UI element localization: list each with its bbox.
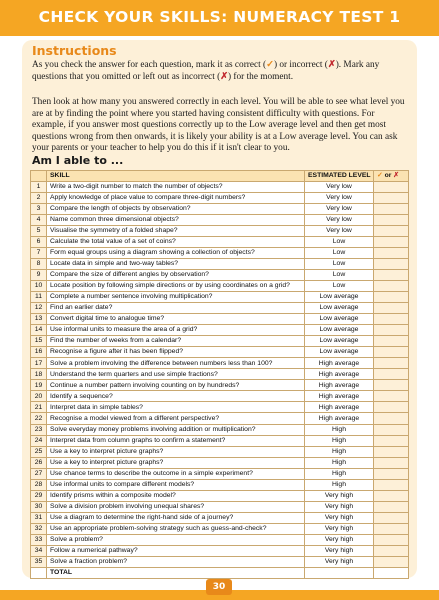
skill-text: Identify a sequence? [47, 391, 305, 402]
question-number: 2 [31, 192, 47, 203]
question-number: 4 [31, 214, 47, 225]
instructions-heading: Instructions [32, 43, 117, 58]
estimated-level: High average [305, 369, 374, 380]
skill-column-header: SKILL [47, 171, 305, 182]
estimated-level: Low average [305, 303, 374, 314]
estimated-level: High average [305, 380, 374, 391]
question-number: 9 [31, 269, 47, 280]
mark-cell[interactable] [374, 479, 409, 490]
skill-text: Use an appropriate problem-solving strategy such as guess-and-check? [47, 523, 305, 534]
mark-cell[interactable] [374, 512, 409, 523]
table-row [31, 225, 409, 236]
mark-cell[interactable] [374, 523, 409, 534]
table-row [31, 236, 409, 247]
estimated-level: Very low [305, 192, 374, 203]
skill-text: Convert digital time to analogue time? [47, 314, 305, 325]
estimated-level: Very high [305, 512, 374, 523]
table-row [31, 247, 409, 258]
table-row [31, 380, 409, 391]
header-bar [0, 0, 439, 36]
mark-cell[interactable] [374, 358, 409, 369]
number-column-header [31, 171, 47, 182]
mark-cell[interactable] [374, 303, 409, 314]
mark-cell[interactable] [374, 336, 409, 347]
skill-text: Use chance terms to describe the outcome in a simple experiment? [47, 468, 305, 479]
question-number: 28 [31, 479, 47, 490]
skill-text: Understand the term quarters and use simple fractions? [47, 369, 305, 380]
skill-text: Continue a number pattern involving counting on by hundreds? [47, 380, 305, 391]
table-row [31, 490, 409, 501]
question-number: 29 [31, 490, 47, 501]
instructions-paragraph-2: Then look at how many you answered correctly in each level. You will be able to see what level you are at by finding the point where you started having consistent difficulty with questions. For example, if you answer most questions correctly up to the Low average level and then get most questions wrong from then onwards, it is likely your ability is at a Low average level. You can ask your parents or your teacher to help you do this if it isn't clear to you. [32, 97, 405, 154]
skill-text: Use a key to interpret picture graphs? [47, 446, 305, 457]
estimated-level: Very low [305, 214, 374, 225]
question-number: 20 [31, 391, 47, 402]
mark-cell[interactable] [374, 325, 409, 336]
mark-column-header [374, 171, 409, 182]
estimated-level: Very high [305, 535, 374, 546]
instructions-text: As you check the answer for each question, mark it as correct ( [32, 60, 267, 70]
estimated-level: Low average [305, 314, 374, 325]
estimated-level: High average [305, 413, 374, 424]
estimated-level: Very low [305, 225, 374, 236]
cross-icon: ✗ [327, 60, 336, 70]
mark-cell[interactable] [374, 258, 409, 269]
table-row [31, 424, 409, 435]
question-number: 11 [31, 291, 47, 302]
estimated-level: Very high [305, 523, 374, 534]
table-row [31, 557, 409, 568]
question-number: 14 [31, 325, 47, 336]
mark-cell[interactable] [374, 457, 409, 468]
question-number: 16 [31, 347, 47, 358]
table-row [31, 336, 409, 347]
skill-text: Use a key to interpret picture graphs? [47, 457, 305, 468]
total-mark-cell[interactable] [374, 568, 409, 579]
tick-icon: ✓ [266, 60, 274, 70]
estimated-level: High [305, 468, 374, 479]
skill-text: Locate position by following simple directions or by using coordinates on a grid? [47, 280, 305, 291]
estimated-level: Very high [305, 490, 374, 501]
question-number: 24 [31, 435, 47, 446]
checklist-heading: Am I able to ... [32, 154, 124, 167]
mark-cell[interactable] [374, 424, 409, 435]
skill-text: Recognise a model viewed from a different perspective? [47, 413, 305, 424]
table-row [31, 347, 409, 358]
question-number: 13 [31, 314, 47, 325]
table-row [31, 280, 409, 291]
table-row [31, 181, 409, 192]
skill-text: Solve a problem? [47, 535, 305, 546]
estimated-level: High average [305, 391, 374, 402]
mark-cell[interactable] [374, 280, 409, 291]
total-row [31, 568, 409, 579]
skill-text: Recognise a figure after it has been flipped? [47, 347, 305, 358]
total-number-cell [31, 568, 47, 579]
skill-text: Apply knowledge of place value to compare three-digit numbers? [47, 192, 305, 203]
skill-text: Locate data in simple and two-way tables? [47, 258, 305, 269]
skill-text: Find the number of weeks from a calendar? [47, 336, 305, 347]
mark-cell[interactable] [374, 391, 409, 402]
mark-cell[interactable] [374, 402, 409, 413]
total-label: TOTAL [47, 568, 305, 579]
table-row [31, 369, 409, 380]
estimated-level: Low average [305, 336, 374, 347]
table-row [31, 203, 409, 214]
skill-text: Solve a fraction problem? [47, 557, 305, 568]
estimated-level: High [305, 479, 374, 490]
estimated-level: Low average [305, 347, 374, 358]
mark-cell[interactable] [374, 192, 409, 203]
estimated-level: High [305, 446, 374, 457]
or-label: or [384, 172, 392, 179]
question-number: 35 [31, 557, 47, 568]
skill-text: Use informal units to compare different models? [47, 479, 305, 490]
question-number: 33 [31, 535, 47, 546]
skill-text: Identify prisms within a composite model? [47, 490, 305, 501]
total-level-cell [305, 568, 374, 579]
skill-text: Solve everyday money problems involving addition or multiplication? [47, 424, 305, 435]
table-row [31, 512, 409, 523]
mark-cell[interactable] [374, 225, 409, 236]
skill-text: Use informal units to measure the area of a grid? [47, 325, 305, 336]
mark-cell[interactable] [374, 535, 409, 546]
question-number: 26 [31, 457, 47, 468]
estimated-level: Low [305, 280, 374, 291]
instructions-text: ) or incorrect ( [273, 60, 328, 70]
table-row [31, 402, 409, 413]
skill-text: Solve a division problem involving unequal shares? [47, 501, 305, 512]
skill-text: Follow a numerical pathway? [47, 546, 305, 557]
skill-text: Solve a problem involving the difference between numbers less than 100? [47, 358, 305, 369]
table-row [31, 192, 409, 203]
table-row [31, 435, 409, 446]
mark-cell[interactable] [374, 446, 409, 457]
question-number: 34 [31, 546, 47, 557]
skill-text: Interpret data from column graphs to confirm a statement? [47, 435, 305, 446]
instructions-paragraph-1 [32, 60, 410, 83]
question-number: 3 [31, 203, 47, 214]
table-row [31, 535, 409, 546]
mark-cell[interactable] [374, 269, 409, 280]
mark-cell[interactable] [374, 236, 409, 247]
table-row [31, 546, 409, 557]
table-row [31, 358, 409, 369]
mark-cell[interactable] [374, 181, 409, 192]
table-row [31, 413, 409, 424]
estimated-level: Low [305, 258, 374, 269]
question-number: 10 [31, 280, 47, 291]
estimated-level: Low [305, 269, 374, 280]
skill-text: Form equal groups using a diagram showing a collection of objects? [47, 247, 305, 258]
estimated-level: Very low [305, 181, 374, 192]
question-number: 18 [31, 369, 47, 380]
skill-text: Compare the length of objects by observation? [47, 203, 305, 214]
mark-cell[interactable] [374, 501, 409, 512]
question-number: 22 [31, 413, 47, 424]
estimated-level: Very low [305, 203, 374, 214]
question-number: 6 [31, 236, 47, 247]
instructions-text: ) for the moment. [228, 71, 294, 82]
question-number: 21 [31, 402, 47, 413]
estimated-level: Very high [305, 557, 374, 568]
estimated-level: High [305, 457, 374, 468]
table-row [31, 391, 409, 402]
skill-text: Name common three dimensional objects? [47, 214, 305, 225]
table-row [31, 291, 409, 302]
cross-icon: ✗ [393, 172, 399, 179]
table-row [31, 446, 409, 457]
mark-cell[interactable] [374, 557, 409, 568]
table-row [31, 303, 409, 314]
mark-cell[interactable] [374, 291, 409, 302]
question-number: 5 [31, 225, 47, 236]
mark-cell[interactable] [374, 435, 409, 446]
mark-cell[interactable] [374, 314, 409, 325]
skill-text: Interpret data in simple tables? [47, 402, 305, 413]
page-title: CHECK YOUR SKILLS: NUMERACY TEST 1 [38, 8, 401, 26]
table-row [31, 214, 409, 225]
question-number: 1 [31, 181, 47, 192]
table-row [31, 269, 409, 280]
table-row [31, 479, 409, 490]
question-number: 19 [31, 380, 47, 391]
question-number: 7 [31, 247, 47, 258]
question-number: 12 [31, 303, 47, 314]
estimated-level: High [305, 435, 374, 446]
table-row [31, 501, 409, 512]
estimated-level: Low [305, 247, 374, 258]
table-row [31, 468, 409, 479]
estimated-level: Low average [305, 325, 374, 336]
estimated-level: Very high [305, 501, 374, 512]
question-number: 32 [31, 523, 47, 534]
mark-cell[interactable] [374, 380, 409, 391]
estimated-level: High [305, 424, 374, 435]
table-row [31, 523, 409, 534]
question-number: 8 [31, 258, 47, 269]
estimated-level: High average [305, 402, 374, 413]
estimated-level: Very high [305, 546, 374, 557]
skill-text: Write a two-digit number to match the number of objects? [47, 181, 305, 192]
tick-icon: ✓ [377, 172, 383, 179]
skill-text: Use a diagram to determine the right-hand side of a journey? [47, 512, 305, 523]
table-row [31, 258, 409, 269]
skill-text: Complete a number sentence involving multiplication? [47, 291, 305, 302]
question-number: 17 [31, 358, 47, 369]
estimated-level: High average [305, 358, 374, 369]
mark-cell[interactable] [374, 490, 409, 501]
page-number: 30 [206, 579, 232, 595]
question-number: 25 [31, 446, 47, 457]
skill-text: Compare the size of different angles by observation? [47, 269, 305, 280]
level-column-header: ESTIMATED LEVEL [305, 171, 374, 182]
mark-cell[interactable] [374, 369, 409, 380]
skill-text: Visualise the symmetry of a folded shape? [47, 225, 305, 236]
question-number: 15 [31, 336, 47, 347]
question-number: 27 [31, 468, 47, 479]
mark-cell[interactable] [374, 214, 409, 225]
skill-text: Calculate the total value of a set of coins? [47, 236, 305, 247]
question-number: 31 [31, 512, 47, 523]
table-row [31, 457, 409, 468]
skills-table [30, 170, 409, 579]
mark-cell[interactable] [374, 347, 409, 358]
table-header-row [31, 171, 409, 182]
question-number: 30 [31, 501, 47, 512]
skill-text: Find an earlier date? [47, 303, 305, 314]
mark-cell[interactable] [374, 247, 409, 258]
table-row [31, 314, 409, 325]
table-row [31, 325, 409, 336]
mark-cell[interactable] [374, 546, 409, 557]
mark-cell[interactable] [374, 413, 409, 424]
mark-cell[interactable] [374, 203, 409, 214]
cross-icon: ✗ [220, 71, 229, 82]
mark-cell[interactable] [374, 468, 409, 479]
instructions-text: ). Mark any questions that you omitted or left out as incorrect ( [32, 60, 380, 82]
question-number: 23 [31, 424, 47, 435]
estimated-level: Low [305, 236, 374, 247]
estimated-level: Low average [305, 291, 374, 302]
